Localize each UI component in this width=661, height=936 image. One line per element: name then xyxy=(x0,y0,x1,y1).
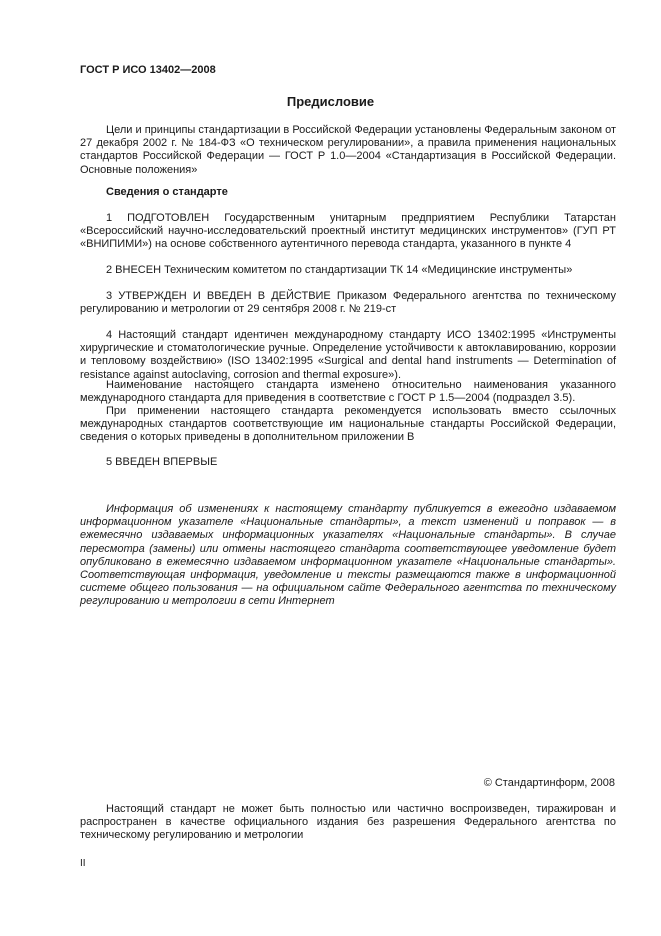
reproduction-notice: Настоящий стандарт не может быть полностью или частично воспроизведен, тиражирован и распространен в качестве официального издания без разрешения Федерального агентства по техническому регулированию и метрологии xyxy=(80,803,616,842)
item-1: 1 ПОДГОТОВЛЕН Государственным унитарным предприятием Республики Татарстан «Всероссийский научно-исследовательский проектный институт медицинских инструментов» (ГУП РТ «ВНИПИМИ») на основе собственного аутентичного перевода стандарта, указанного в пункте 4 xyxy=(80,212,616,251)
item-4-paragraph-3: При применении настоящего стандарта рекомендуется использовать вместо ссылочных международных стандартов соответствующие им национальные стандарты Российской Федерации, сведения о которых приведены в дополнительном приложении В xyxy=(80,405,616,444)
item-5: 5 ВВЕДЕН ВПЕРВЫЕ xyxy=(106,456,218,468)
item-4: 4 Настоящий стандарт идентичен международному стандарту ИСО 13402:1995 «Инструменты хирургические и стоматологические ручные. Определение устойчивости к автоклавированию, коррозии и тепловому воздействию» (ISO 13402:1995 «Surgical and dental hand instruments — Determination of resistance against autoclaving, corrosion and thermal exposure»). xyxy=(80,329,616,381)
copyright-notice: © Стандартинформ, 2008 xyxy=(483,777,615,789)
notice-paragraph: Информация об изменениях к настоящему стандарту публикуется в ежегодно издаваемом информационном указателе «Национальные стандарты», а текст изменений и поправок — в ежемесячно издаваемых информационных указателях «Национальные стандарты». В случае пересмотра (замены) или отмены настоящего стандарта соответствующее уведомление будет опубликовано в ежемесячно издаваемом информационном указателе «Национальные стандарты». Соответствующая информация, уведомление и тексты размещаются также в информационной системе общего пользования — на официальном сайте Федерального агентства по техническому регулированию и метрологии в сети Интернет xyxy=(80,503,616,608)
intro-paragraph: Цели и принципы стандартизации в Российской Федерации установлены Федеральным законом от 27 декабря 2002 г. № 184-ФЗ «О техническом регулировании», а правила применения национальных стандартов Российской Федерации — ГОСТ Р 1.0—2004 «Стандартизация в Российской Федерации. Основные положения» xyxy=(80,124,616,176)
page-number: II xyxy=(80,858,86,869)
info-heading: Сведения о стандарте xyxy=(106,186,228,198)
standard-code-header: ГОСТ Р ИСО 13402—2008 xyxy=(80,64,216,76)
item-3: 3 УТВЕРЖДЕН И ВВЕДЕН В ДЕЙСТВИЕ Приказом Федерального агентства по техническому регулированию и метрологии от 29 сентября 2008 г. № 219-ст xyxy=(80,290,616,316)
page-title: Предисловие xyxy=(286,94,375,109)
item-2: 2 ВНЕСЕН Техническим комитетом по стандартизации ТК 14 «Медицинские инструменты» xyxy=(106,264,573,276)
item-4-paragraph-2: Наименование настоящего стандарта изменено относительно наименования указанного международного стандарта для приведения в соответствие с ГОСТ Р 1.5—2004 (подраздел 3.5). xyxy=(80,379,616,405)
